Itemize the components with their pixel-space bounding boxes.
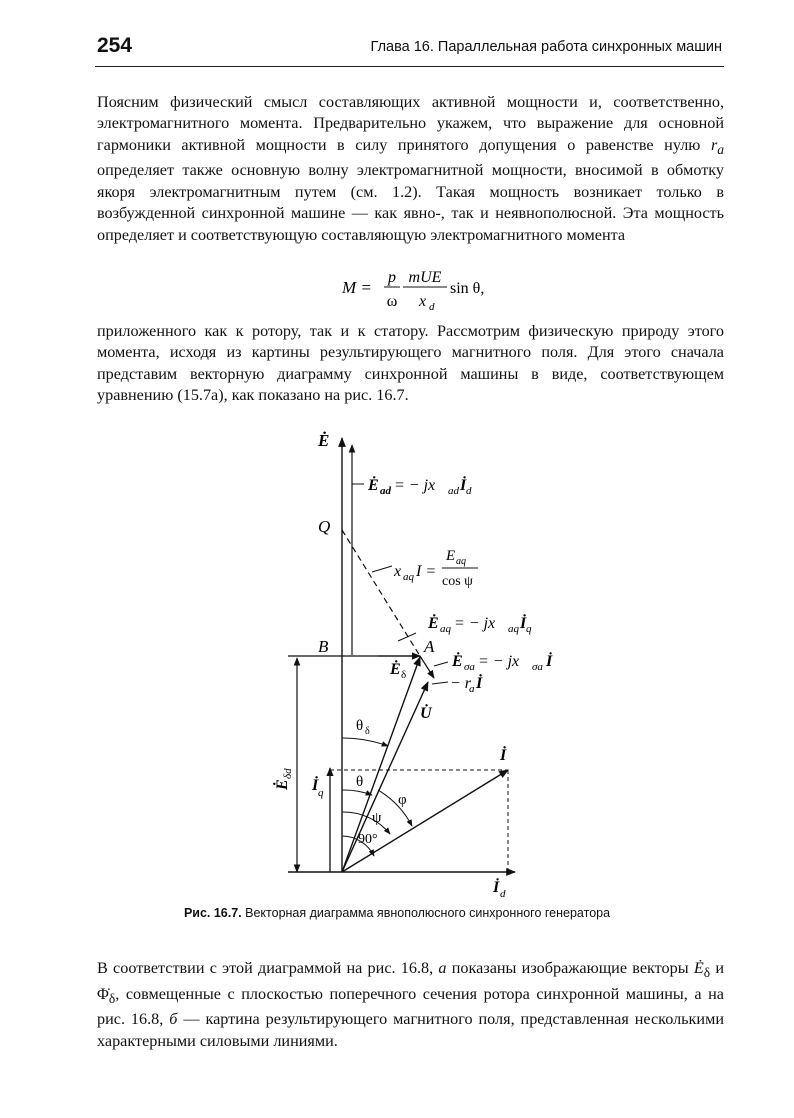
label-Id: İ [493,879,500,896]
label-Eaq-sub: aq [440,623,451,635]
label-theta-d-sub: δ [365,726,370,737]
label-90: 90° [358,832,378,847]
label-Ead: Ė [368,477,379,494]
label-Ead-I-sub: d [466,485,472,497]
label-theta: θ [356,774,364,790]
page-number: 254 [97,34,133,57]
paragraph-3 [97,958,724,1052]
label-Eaq-I: İ [520,615,527,632]
label-Esa-rhs-sub: σa [532,661,543,673]
label-xaq-den: cos ψ [442,574,473,589]
label-xaqI: x [394,563,402,580]
label-Ead-sub: ad [380,485,391,497]
label-raI-sub: a [469,683,475,695]
paragraph-1-part-b: определяет также основную волну электромагнитной мощности, вносимой в обмотку якоря электромагнитным путем (см. 1.2). Такая мощность возникает только в возбужденной синхронной машине — как явно-, так и неявнополюсной. Эта мощность определяет и соответствующую составляющую электромагнитного момента [97,161,724,244]
ra-symbol: r [710,135,718,154]
paragraph-1-part-a: Поясним физический смысл составляющих активной мощности и, соответственно, электромагнитного момента. Предварительно укажем, что выражение для основной гармоники активной мощности в силу принятого допущения о равенстве нулю [97,93,724,154]
label-theta-d: θ [356,718,364,734]
label-Ed-sub: δ [401,669,407,681]
paragraph-2: приложенного как к ротору, так и к статору. Рассмотрим физическую природу этого момента, исходя из картины результирующего магнитного поля. Для этого сначала представим векторную диаграмму синхронной машины в виде, соответствующем уравнению (15.7а), как показано на рис. 16.7. [97,322,724,405]
label-Esa-rhs: = − jx [478,653,520,670]
label-Edd-sub: δd [282,768,294,779]
paragraph-1 [97,92,724,246]
label-Eaq-I-sub: q [526,623,532,635]
label-xaqI-sub: aq [403,571,414,583]
label-Iq-sub: q [318,787,324,799]
label-Edd: Ė [274,779,291,790]
label-Ed: Ė [390,661,401,678]
dashed-QA [342,530,420,656]
formula-num-mue: mUE [408,269,442,286]
arc-theta-d [342,738,388,746]
figure-caption [0,906,794,920]
label-xaqI-I: I = [416,563,437,580]
label-Eaq-rhs-sub: aq [508,623,519,635]
p3-E-symbol: Ė [693,959,704,977]
label-Q: Q [318,517,331,536]
label-xaq-num: E [446,548,456,564]
label-Iq: İ [312,777,319,794]
label-xaq-num-sub: aq [456,556,466,567]
p3-part-b: показаны изображающие векторы [446,959,694,977]
label-Esa: Ė [452,653,463,670]
vector-I [342,770,508,872]
label-psi: ψ [372,810,382,826]
formula-den-omega: ω [386,293,398,310]
header-rule [95,66,724,67]
label-Eaq: Ė [428,615,439,632]
caption-text: Векторная диаграмма явнополюсного синхронного генератора [241,906,611,920]
label-B: B [318,637,329,656]
vector-diagram [0,420,794,910]
p3-part-d: — картина результирующего магнитного поля, представленная несколькими характерными силовыми линиями. [97,1010,724,1050]
label-Eaq-rhs: = − jx [454,615,496,632]
p3-F-symbol: Φ̇ [97,984,109,1003]
running-title: Глава 16. Параллельная работа синхронных машин [370,39,722,55]
p3-a-italic: а [438,959,447,977]
label-raI: − r [450,675,472,692]
label-Ead-rhs: = − jx [394,477,436,494]
label-A: A [424,637,435,656]
label-Ead-rhs-sub: ad [448,485,459,497]
caption-label: Рис. 16.7. [183,906,242,920]
vector-Esa [420,656,434,678]
p3-E-sub: δ [703,965,711,981]
label-I: İ [500,747,507,764]
formula-den-sub: d [429,301,435,313]
arc-psi [342,812,390,834]
p3-b-italic: б [169,1010,178,1029]
p3-and: и [710,959,724,977]
p3-part-a: В соответствии с этой диаграммой на рис. 16.8, [97,959,439,977]
label-Esa-sub: σa [464,661,475,673]
arc-theta [342,790,372,795]
label-U: U̇ [420,705,432,722]
vector-U [342,682,428,872]
torque-formula [330,263,500,313]
vector-Ed [342,657,420,872]
formula-den-x: x [419,293,427,310]
label-Id-sub: d [500,888,506,900]
formula-sin: sin θ, [450,280,485,297]
formula-lhs: M = [342,278,372,297]
p3-part-c: , совмещенные с плоскостью поперечного сечения ротора синхронной машины, а на рис. 16.8, [97,984,724,1029]
arc-phi [378,790,412,826]
formula-num-p: p [388,269,396,286]
label-raI-I: İ [476,675,483,692]
label-Esa-I: İ [546,653,553,670]
label-phi: φ [398,792,407,808]
label-E: Ė [318,431,330,450]
p3-F-sub: δ [108,990,116,1006]
ra-subscript: a [717,142,724,158]
label-Ead-I: İ [460,477,467,494]
